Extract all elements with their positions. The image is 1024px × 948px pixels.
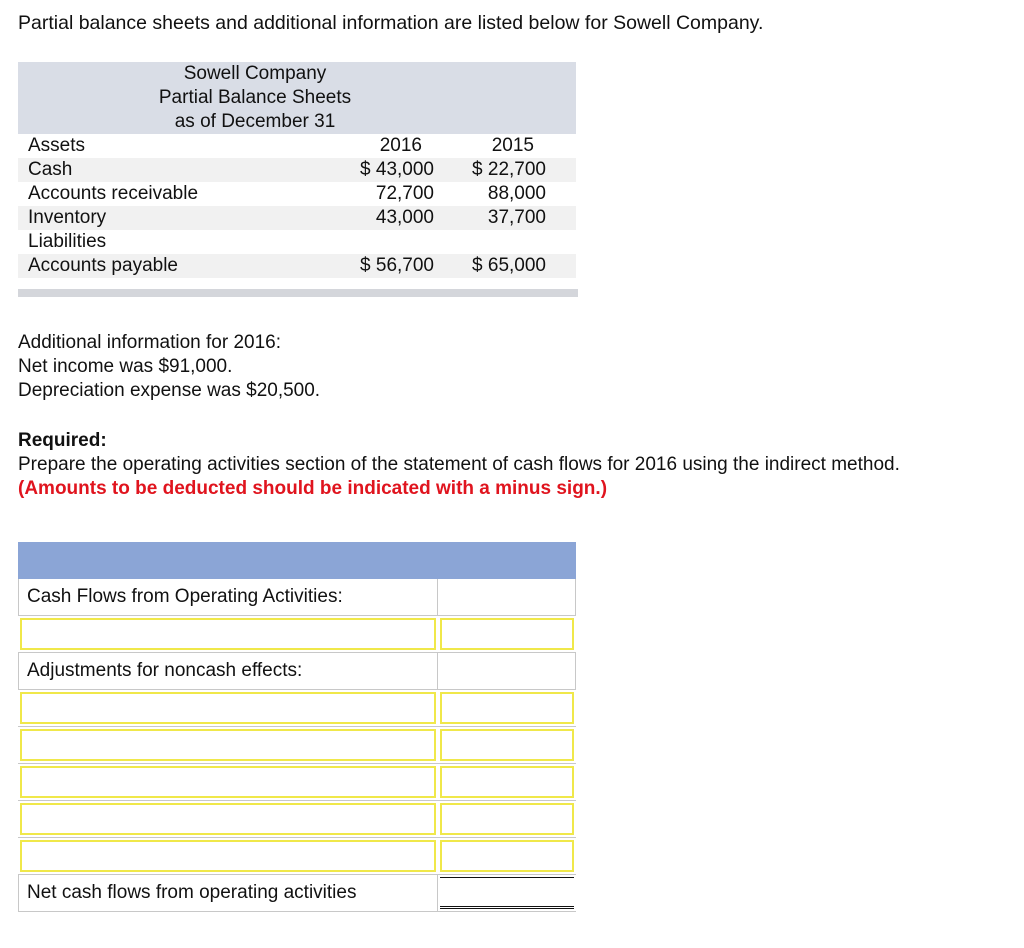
value-2015: 37,700 [487,207,546,228]
amount-input[interactable] [440,766,574,798]
value-2015: $ 65,000 [472,255,546,276]
line-item-input[interactable] [20,840,436,872]
line-item-input[interactable] [20,729,436,761]
input-row [18,838,576,875]
value-2015: $ 22,700 [472,159,546,180]
amount-input[interactable] [440,692,574,724]
table-row [18,158,576,182]
year-2015: 2015 [491,135,534,156]
amount-input[interactable] [440,729,574,761]
liabilities-heading-row [18,230,576,254]
years-row [18,134,576,158]
required-text: Prepare the operating activities section of the statement of cash flows for 2016 using the indirect method. [18,454,900,475]
amount-input[interactable] [440,840,574,872]
company-name: Sowell Company [183,63,327,84]
required-note: (Amounts to be deducted should be indicated with a minus sign.) [18,478,608,499]
value-2016: $ 43,000 [360,159,434,180]
amount-input[interactable] [440,803,574,835]
table-row [18,182,576,206]
line-item-input[interactable] [20,692,436,724]
cfo-label: Cash Flows from Operating Activities: [27,586,343,607]
row-label: Accounts receivable [28,183,199,204]
net-income-line: Net income was $91,000. [18,356,233,377]
value-2015: 88,000 [487,183,546,204]
input-row [18,690,576,727]
value-2016: 72,700 [375,183,434,204]
adjustments-label: Adjustments for noncash effects: [27,660,303,681]
net-cash-row [18,875,576,912]
balance-sheet-bottom-bar [18,289,578,297]
liabilities-heading: Liabilities [28,231,107,252]
balance-sheet [18,62,576,278]
cfo-label-row [18,579,576,616]
table-row [18,206,576,230]
value-2016: $ 56,700 [360,255,434,276]
required-section [18,429,900,501]
depreciation-line: Depreciation expense was $20,500. [18,380,321,401]
adjustments-label-row [18,653,576,690]
row-label: Cash [28,159,73,180]
assets-heading: Assets [28,135,86,156]
balance-sheet-header [18,62,576,134]
statement-title: Partial Balance Sheets [158,87,352,108]
input-row [18,764,576,801]
amount-input[interactable] [440,618,574,650]
worksheet-header [18,542,576,579]
input-row [18,616,576,653]
input-row [18,727,576,764]
year-2016: 2016 [379,135,422,156]
net-cash-label: Net cash flows from operating activities [27,882,357,903]
cash-flow-worksheet [18,542,576,912]
row-label: Accounts payable [28,255,178,276]
additional-info [18,331,320,403]
line-item-input[interactable] [20,766,436,798]
value-2016: 43,000 [375,207,434,228]
net-cash-total [440,877,574,909]
line-item-input[interactable] [20,618,436,650]
statement-date: as of December 31 [174,111,336,132]
line-item-input[interactable] [20,803,436,835]
required-label: Required: [18,430,107,451]
row-label: Inventory [28,207,107,228]
input-row [18,801,576,838]
intro-text: Partial balance sheets and additional information are listed below for Sowell Company. [18,12,764,34]
additional-heading: Additional information for 2016: [18,332,281,353]
table-row [18,254,576,278]
